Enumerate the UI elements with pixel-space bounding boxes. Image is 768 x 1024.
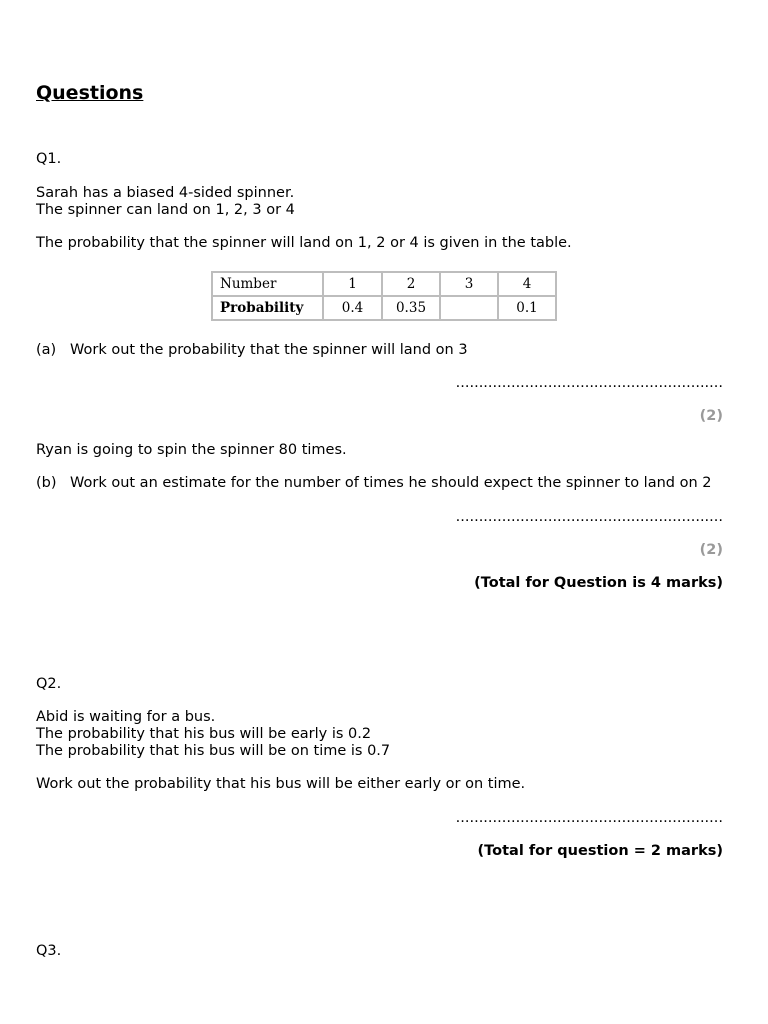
q2-number: Q2. (36, 676, 62, 692)
q1-part-b (36, 475, 712, 491)
part-b-text: Work out an estimate for the number of times he should expect the spinner to land on 2 (70, 475, 712, 491)
q2-line-2: The probability that his bus will be early is 0.2 (36, 726, 372, 742)
q1-number: Q1. (36, 151, 62, 167)
table-cell-probability-4: 0.1 (498, 296, 556, 320)
part-a-label: (a) (36, 342, 57, 358)
page-title: Questions (36, 82, 144, 104)
q2-line-3: The probability that his bus will be on time is 0.7 (36, 743, 391, 759)
q1-part-b-marks: (2) (699, 542, 723, 558)
table-cell-probability-2: 0.35 (382, 296, 440, 320)
table-cell-probability-3 (440, 296, 498, 320)
q3-number: Q3. (36, 943, 62, 959)
part-a-text: Work out the probability that the spinner will land on 3 (70, 342, 468, 358)
q1-part-a-answer-line[interactable]: .......................................................... (455, 375, 723, 391)
table-cell-probability-1: 0.4 (323, 296, 382, 320)
q2-total: (Total for question = 2 marks) (477, 843, 723, 859)
q2-answer-line[interactable]: .......................................................... (455, 810, 723, 826)
q1-part-a-marks: (2) (699, 408, 723, 424)
q1-intro-line-1: Sarah has a biased 4-sided spinner. (36, 185, 295, 201)
probability-table (211, 271, 557, 321)
q1-total: (Total for Question is 4 marks) (474, 575, 723, 591)
part-b-label: (b) (36, 475, 57, 491)
q1-ryan-text: Ryan is going to spin the spinner 80 times. (36, 442, 347, 458)
q2-task: Work out the probability that his bus will be either early or on time. (36, 776, 526, 792)
table-row-header-probability: Probability (212, 296, 323, 320)
q1-part-a (36, 342, 468, 358)
table-row-header-number: Number (212, 272, 323, 296)
table-cell-number-2: 2 (382, 272, 440, 296)
q1-table-intro: The probability that the spinner will land on 1, 2 or 4 is given in the table. (36, 235, 572, 251)
table-cell-number-4: 4 (498, 272, 556, 296)
q1-part-b-answer-line[interactable]: .......................................................... (455, 509, 723, 525)
q2-line-1: Abid is waiting for a bus. (36, 709, 216, 725)
table-cell-number-1: 1 (323, 272, 382, 296)
table-cell-number-3: 3 (440, 272, 498, 296)
q1-intro-line-2: The spinner can land on 1, 2, 3 or 4 (36, 202, 295, 218)
